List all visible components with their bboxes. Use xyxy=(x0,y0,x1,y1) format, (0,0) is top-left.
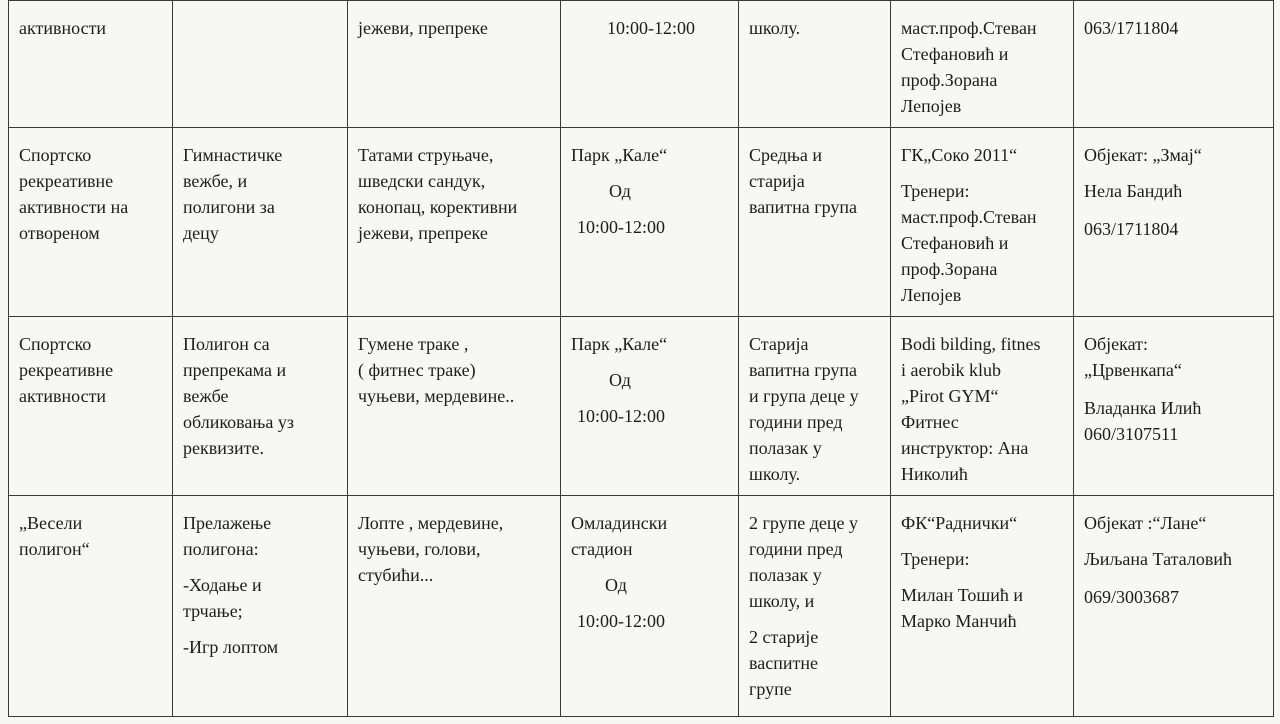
equipment-cell xyxy=(348,128,561,317)
table-row xyxy=(9,128,1274,317)
trainers-label: Тренери: xyxy=(901,549,970,569)
group-cell xyxy=(739,128,891,317)
content-cell xyxy=(173,1,348,128)
group-line: и група деце у xyxy=(749,386,859,406)
activities-table xyxy=(8,0,1274,717)
table-row xyxy=(9,496,1274,717)
organizer-name: ФК“Раднички“ xyxy=(901,513,1018,533)
equipment-cell xyxy=(348,496,561,717)
group-cell xyxy=(739,317,891,496)
equipment-line: стубићи... xyxy=(358,565,434,585)
organizer-name: i aerobik klub xyxy=(901,360,1001,380)
contact-person: Владанка Илић xyxy=(1084,398,1202,418)
phone-text: 063/1711804 xyxy=(1084,18,1179,38)
organizer-cell xyxy=(891,496,1074,717)
contact-cell xyxy=(1074,496,1274,717)
od-label: Од xyxy=(609,370,631,390)
equipment-line: Гумене траке , xyxy=(358,334,469,354)
activity-line: отвореном xyxy=(19,223,100,243)
equipment-cell xyxy=(348,1,561,128)
trainer-line: Стефановић и xyxy=(901,44,1009,64)
organizer-cell xyxy=(891,1,1074,128)
content-line: -Игр лоптом xyxy=(183,637,279,657)
group-line: 2 старије xyxy=(749,627,819,647)
place-cell xyxy=(561,496,739,717)
activity-cell xyxy=(9,128,173,317)
table-row xyxy=(9,317,1274,496)
content-line: обликовања уз xyxy=(183,412,295,432)
equipment-line: конопац, корективни xyxy=(358,197,518,217)
activity-line: активности xyxy=(19,386,107,406)
organizer-name: Фитнес xyxy=(901,412,959,432)
table-row xyxy=(9,1,1274,128)
object-line: Објекат: „Змај“ xyxy=(1084,145,1202,165)
organizer-name: инструктор: Ана xyxy=(901,438,1029,458)
content-line: реквизите. xyxy=(183,438,264,458)
activity-line: активности xyxy=(19,18,107,38)
organizer-cell xyxy=(891,317,1074,496)
group-line: групе xyxy=(749,679,792,699)
contact-cell xyxy=(1074,1,1274,128)
group-line: години пред xyxy=(749,539,843,559)
trainer-line: маст.проф.Стеван xyxy=(901,207,1037,227)
content-line: вежбе xyxy=(183,386,229,406)
equipment-line: чуњеви, мердевине.. xyxy=(358,386,515,406)
group-line: васпитне xyxy=(749,653,818,673)
contact-person: Љиљана Таталовић xyxy=(1084,549,1232,569)
contact-cell xyxy=(1074,317,1274,496)
group-line: Средња и xyxy=(749,145,823,165)
place-cell xyxy=(561,317,739,496)
group-line: години пред xyxy=(749,412,843,432)
place-name: Парк „Кале“ xyxy=(571,145,668,165)
od-label: Од xyxy=(605,575,627,595)
group-line: Старија xyxy=(749,334,809,354)
group-line: старија xyxy=(749,171,805,191)
group-line: вапитна група xyxy=(749,197,858,217)
organizer-cell xyxy=(891,128,1074,317)
equipment-line: Лопте , мердевине, xyxy=(358,513,504,533)
group-line: школу. xyxy=(749,18,801,38)
content-line: Прелажење xyxy=(183,513,272,533)
activity-line: полигон“ xyxy=(19,539,90,559)
activity-line: рекреативне xyxy=(19,360,114,380)
equipment-cell xyxy=(348,317,561,496)
trainer-line: Стефановић и xyxy=(901,233,1009,253)
equipment-line: јежеви, препреке xyxy=(358,223,488,243)
group-cell xyxy=(739,496,891,717)
activity-cell xyxy=(9,317,173,496)
trainer-line: Лепојев xyxy=(901,285,962,305)
contact-person: Нела Бандић xyxy=(1084,181,1183,201)
object-line: Објекат: xyxy=(1084,334,1149,354)
content-line: -Ходање и xyxy=(183,575,262,595)
time-text: 10:00-12:00 xyxy=(607,18,695,38)
activity-cell xyxy=(9,496,173,717)
group-line: полазак у xyxy=(749,438,822,458)
group-line: 2 групе деце у xyxy=(749,513,859,533)
content-line: полигони за xyxy=(183,197,275,217)
activity-line: активности на xyxy=(19,197,129,217)
content-line: полигона: xyxy=(183,539,259,559)
place-name: стадион xyxy=(571,539,633,559)
content-line: децу xyxy=(183,223,219,243)
content-line: Гимнастичке xyxy=(183,145,283,165)
time-text: 10:00-12:00 xyxy=(577,406,665,426)
content-cell xyxy=(173,128,348,317)
trainer-line: Милан Тошић и xyxy=(901,585,1024,605)
content-cell xyxy=(173,496,348,717)
phone-text: 069/3003687 xyxy=(1084,587,1180,607)
trainer-line: маст.проф.Стеван xyxy=(901,18,1037,38)
object-line: „Црвенкапа“ xyxy=(1084,360,1182,380)
trainer-line: Лепојев xyxy=(901,96,962,116)
activity-line: рекреативне xyxy=(19,171,114,191)
place-cell xyxy=(561,1,739,128)
organizer-name: ГК„Соко 2011“ xyxy=(901,145,1018,165)
trainer-line: проф.Зорана xyxy=(901,70,998,90)
place-name: Омладински xyxy=(571,513,668,533)
trainer-line: Марко Манчић xyxy=(901,611,1017,631)
equipment-line: јежеви, препреке xyxy=(358,18,488,38)
equipment-line: ( фитнес траке) xyxy=(358,360,476,380)
activity-line: „Весели xyxy=(19,513,83,533)
place-cell xyxy=(561,128,739,317)
contact-cell xyxy=(1074,128,1274,317)
activity-line: Спортско xyxy=(19,334,92,354)
activity-line: Спортско xyxy=(19,145,92,165)
group-line: школу. xyxy=(749,464,801,484)
phone-text: 060/3107511 xyxy=(1084,424,1179,444)
object-line: Објекат :“Лане“ xyxy=(1084,513,1207,533)
phone-text: 063/1711804 xyxy=(1084,219,1179,239)
time-text: 10:00-12:00 xyxy=(577,611,665,631)
organizer-name: Bodi bilding, fitnes xyxy=(901,334,1041,354)
content-line: препрекама и xyxy=(183,360,287,380)
group-line: вапитна група xyxy=(749,360,858,380)
group-line: школу, и xyxy=(749,591,815,611)
place-name: Парк „Кале“ xyxy=(571,334,668,354)
content-cell xyxy=(173,317,348,496)
content-line: Полигон са xyxy=(183,334,270,354)
group-cell xyxy=(739,1,891,128)
group-line: полазак у xyxy=(749,565,822,585)
equipment-line: Татами струњаче, xyxy=(358,145,494,165)
activity-cell xyxy=(9,1,173,128)
equipment-line: чуњеви, голови, xyxy=(358,539,481,559)
od-label: Од xyxy=(609,181,631,201)
equipment-line: шведски сандук, xyxy=(358,171,486,191)
trainers-label: Тренери: xyxy=(901,181,970,201)
time-text: 10:00-12:00 xyxy=(577,217,665,237)
organizer-name: Николић xyxy=(901,464,968,484)
content-line: трчање; xyxy=(183,601,243,621)
organizer-name: „Pirot GYM“ xyxy=(901,386,999,406)
trainer-line: проф.Зорана xyxy=(901,259,998,279)
content-line: вежбе, и xyxy=(183,171,248,191)
